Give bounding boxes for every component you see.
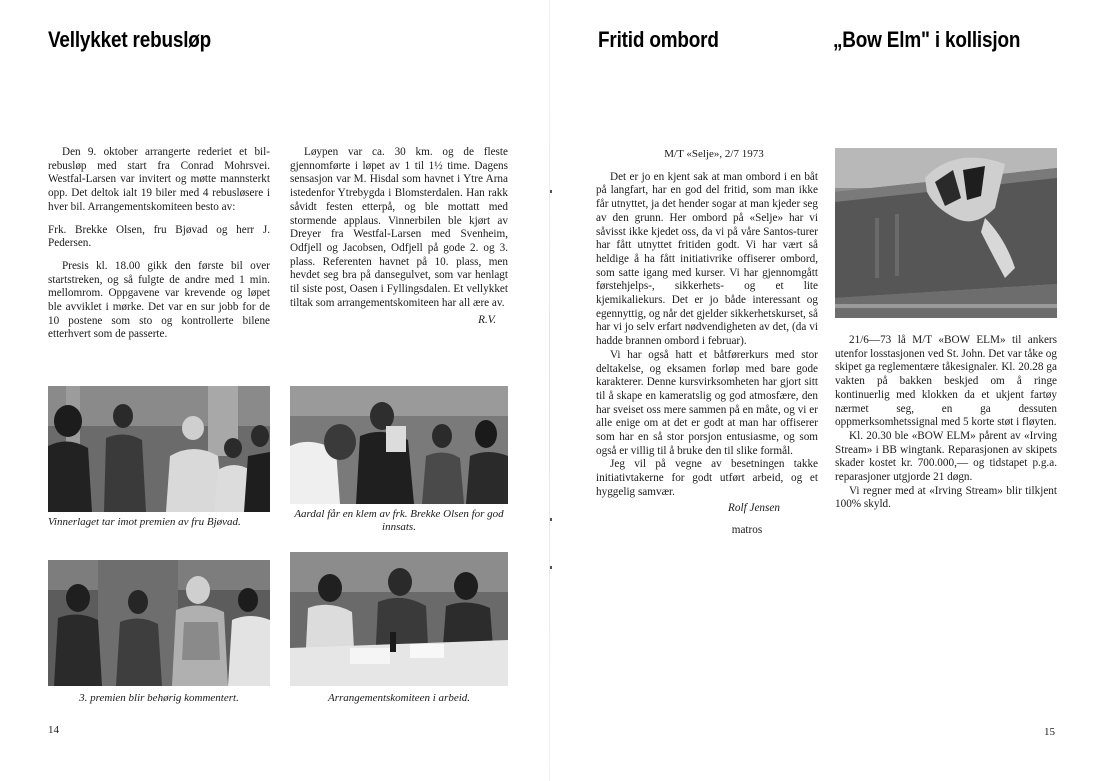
article-paragraph: Frk. Brekke Olsen, fru Bjøvad og herr J. Pedersen. — [48, 223, 270, 250]
fritid-paragraph: Vi har også hatt et båtførerkurs med stor deltakelse, og eksamen forløp med bare gode karakterer. Denne kursvirksomheten har gjort sitt til å skape en kameratslig og god atmosfære, den har sveiset oss mere sammen på en måte, og vi er alle enige om at det er godt at man har offiserer som har en så stor porsjon entusiasme, og som også er villig til å bruke den til slike formål. — [596, 348, 818, 457]
fritid-signature-name: Rolf Jensen — [728, 501, 780, 514]
fritid-article — [596, 148, 818, 538]
bow-elm-paragraph: Kl. 20.30 ble «BOW ELM» pårent av «Irving Stream» i BB wingtank. Reparasjonen av skipets skader kostet kr. 700.000,— og tidstapet p.g.a. reparasjoner utgjorde 21 døgn. — [835, 429, 1057, 484]
headline-bow-elm: „Bow Elm" i kollisjon — [833, 27, 1021, 52]
caption-photo-1: Vinnerlaget tar imot premien av fru Bjøvad. — [48, 516, 241, 528]
fritid-paragraph: Det er jo en kjent sak at man ombord i en båt på langfart, har en god del fritid, som man ikke får utnyttet, ja det hender sogar at man kjeder seg av den grunn. Her ombord på «Selje» har vi såvisst ikke kjedet oss, da vi på våre Santos-turer har fått utnyttet fritiden godt. Vi har vært så heldige å ha fått initiativrike offiserer ombord, som satte igang med kurser. Vi har gjennomgått førstehjelps-, sikkerhets- og et lite kjemikaliekurs. Det er jo både interessant og egennyttig, og når det gjelder sikkerhetskurset, så har vi jo selv erfart nødvendigheten av det, (da vi hadde brannen ombord i februar). — [596, 170, 818, 348]
article-column-2 — [290, 146, 508, 337]
headline-rebuslop: Vellykket rebusløp — [48, 27, 212, 52]
photo-third-prize — [48, 560, 270, 686]
fritid-signature-title: matros — [731, 524, 763, 537]
bow-elm-paragraph: 21/6—73 lå M/T «BOW ELM» til ankers utenfor losstasjonen ved St. John. Det var tåke og skipet ga reglementære tåkesignaler. Kl. 20.28 ga vakten på bakken beskjed om å ringe kontinuerlig med klokken da et ukjent fartøy nærmet seg, en ga dessuten oppmerksomhetssignal med 5 korte støt i fløyten. — [835, 334, 1057, 429]
photo-hug — [290, 386, 508, 504]
right-page — [550, 0, 1100, 781]
bow-elm-article — [835, 334, 1057, 512]
article-column-1 — [48, 146, 270, 351]
photo-committee — [290, 552, 508, 686]
caption-photo-2: Aardal får en klem av frk. Brekke Olsen for god innsats. — [294, 508, 504, 533]
caption-photo-4: Arrangementskomiteen i arbeid. — [327, 692, 471, 704]
headline-fritid-ombord: Fritid ombord — [598, 27, 719, 52]
photo-bow-elm-damage — [835, 148, 1057, 318]
caption-photo-3: 3. premien blir behørig kommentert. — [79, 692, 239, 704]
page-number-left: 14 — [48, 724, 59, 736]
margin-mark — [550, 566, 552, 569]
photo-winning-team — [48, 386, 270, 512]
margin-mark — [550, 518, 552, 521]
article-paragraph: Løypen var ca. 30 km. og de fleste gjennomførte i løpet av 1 til 1½ time. Dagens sensasjon var M. Hisdal som havnet i Ytre Arna istedenfor Ytrebygda i Blomsterdalen. Han rakk såvidt festen etterpå, og ble mottatt med stormende applaus. Vinnerbilen ble kjørt av Dreyer fra Westfal-Larsen med Svenheim, Odfjell og Jacobsen, Odfjell på gode 2. og 3. plass. Referenten havnet på 10. plass, men hevdet seg bra på dansegulvet, som var henlagt til siste post, Oasen i Fyllingsdalen. Et vellykket tiltak som arrangementskomiteen har all ære av. — [290, 146, 508, 309]
bow-elm-paragraph: Vi regner med at «Irving Stream» blir tilkjent 100% skyld. — [835, 484, 1057, 511]
article-paragraph: Presis kl. 18.00 gikk den første bil over startstreken, og så fulgte de andre med 1 min. mellomrom. Oppgavene var krevende og løpet ble avviklet i mørke. Det var en sur jobb for de 10 postene som sto og kontrollerte bilene etterhvert som de passerte. — [48, 259, 270, 341]
fritid-paragraph: Jeg vil på vegne av besetningen takke initiativtakerne for godt utført arbeid, og et hyggelig samvær. — [596, 458, 818, 498]
margin-mark — [550, 190, 552, 193]
page-number-right: 15 — [1044, 726, 1055, 738]
fritid-dateline: M/T «Selje», 2/7 1973 — [664, 148, 764, 160]
article-paragraph: Den 9. oktober arrangerte rederiet et bil-rebusløp med start fra Conrad Mohrsvei. Westfal-Larsen var invitert og møtte mannsterkt opp. Det deltok ialt 19 biler med 4 rebusløsere i hver bil. Arrangementskomiteen besto av: — [48, 146, 270, 213]
article-signature: R.V. — [478, 314, 496, 327]
